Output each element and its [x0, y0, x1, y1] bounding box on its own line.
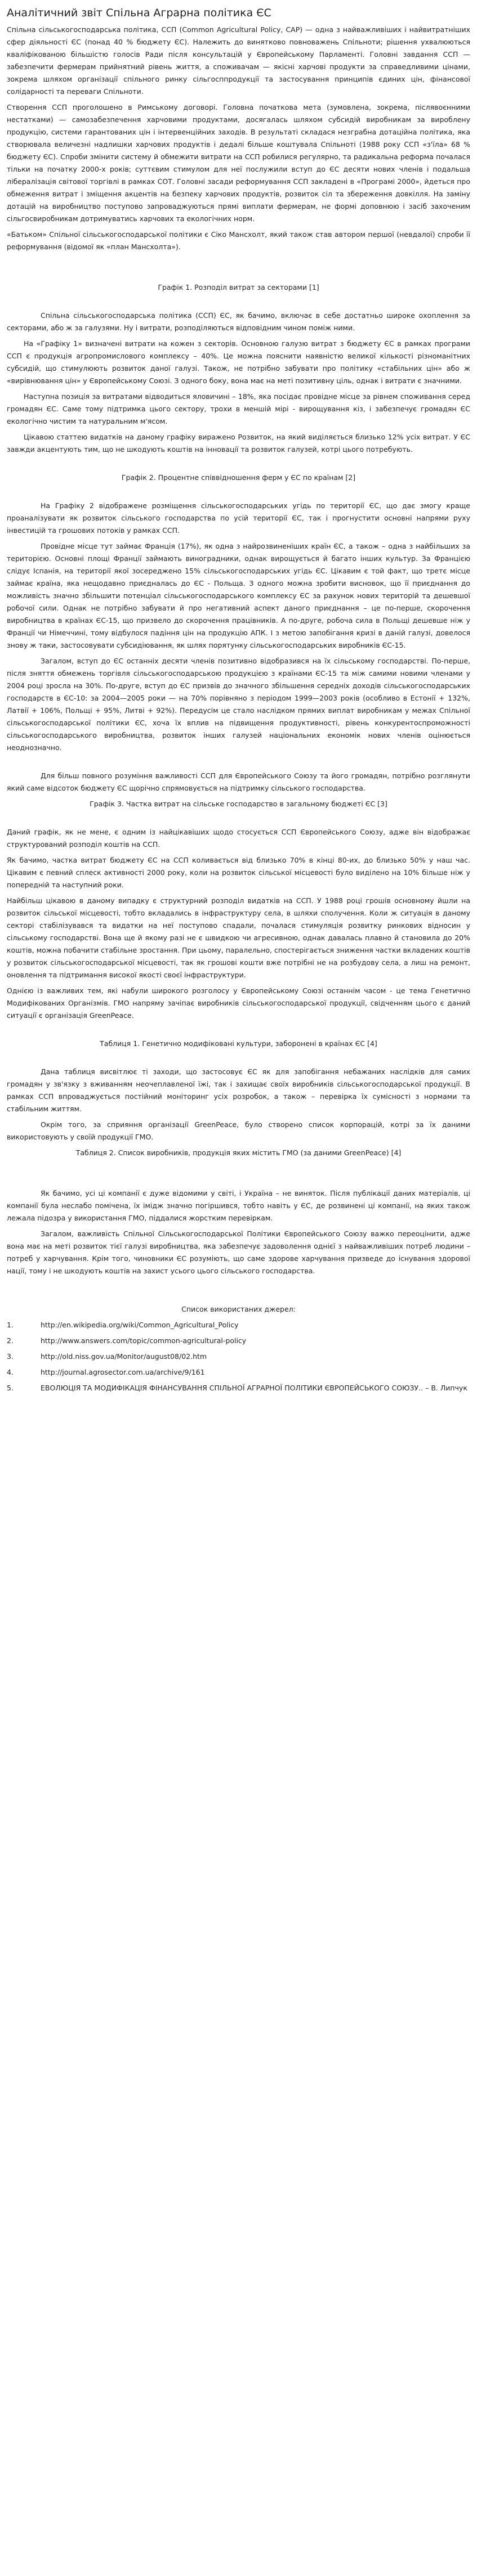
caption-table-1: Таблиця 1. Генетично модифіковані культури, заборонені в країнах ЄС [4]	[100, 1039, 377, 1048]
source-text: ЕВОЛЮЦІЯ ТА МОДИФІКАЦІЯ ФІНАНСУВАННЯ СПІЛЬНОЇ АГРАРНОЇ ПОЛІТИКИ ЄВРОПЕЙСЬКОГО СОЮЗУ.. – В. Липчук	[41, 1384, 467, 1392]
paragraph-chart3-structure: Найбільш цікавою в даному випадку є структурний розподіл видатків на ССП. У 1988 році грошів основному йшли на розвиток сільської місцевості, тобто вкладались в інфраструктуру села, в шляхи сполучення. Коли ж ситуація в даному секторі стабілізувався та видатки на неї поступово спадали, почалася стимуляція розвитку ринкових відносин у сільському господарстві. Вона ще й якому разі не є швидкою чи агресивною, однак давалась плавно й становила до 20% коштів, можна побачити стабільне зростання. При цьому, паралельно, спостерігається зниження частки вкладених коштів у розвиток сільськогосподарської місцевості, так як грошові кошти вже потрібні не на розбудову села, а лиш на ремонт, оновлення та підтримання високої якості своєї інфраструктури.	[7, 896, 470, 979]
paragraph-companies: Як бачимо, усі ці компанії є дуже відомими у світі, і Україна – не виняток. Після публікації даних матеріалів, ці компанії була неслабо помічена, їх імідж значно погіршився, тобто навіть у ЄС, де розвинені ці компанії, на яких також лежала підозра у використання ГМО, піддалися жорстким перевіркам.	[7, 1189, 470, 1222]
caption-table-2: Таблиця 2. Список виробників, продукція яких містить ГМО (за даними GreenPeace) [4]	[75, 1148, 402, 1157]
paragraph-chart1-intro: Спільна сільськогосподарська політика (ССП) ЄС, як бачимо, включає в себе достатньо широке охоплення за секторами, або ж за галузями. Ну і витрати, розподіляються відповідним чином поміж ними.	[7, 311, 470, 332]
caption-chart-1: Графік 1. Розподіл витрат за секторами [1]	[158, 283, 319, 291]
source-number: 2.	[7, 1336, 14, 1345]
source-number: 5.	[7, 1384, 14, 1392]
table-placeholder-1	[7, 1025, 470, 1038]
paragraph-history: Створення ССП проголошено в Римському договорі. Головна початкова мета (зумовлена, зокрема, післявоєнними нестатками) — самозабезпечення харчовими продуктами, досягалась шляхом субсидій виробникам за вироблену продукцію, системи гарантованих цін і інтервенційних заходів. В результаті складася незграбна дотаційна політика, яка створювала величезні надлишки харчових продуктів і дедалі більше коштувала Спільноті (1988 року ССП «з'їла» 68 % бюджету ЄС). Спроби змінити систему й обмежити витрати на ССП робилися регулярно, та радикальна реформа почалася тільки на початку 2000-х років; суттєвим стимулом для неї послужили вступ до ЄС десяти нових членів і подальша лібералізація світової торгівлі в рамках СОТ. Головні засади реформування ССП закладені в «Програмі 2000», йдеться про обмеження витрат і зміщення акцентів на безпеку харчових продуктів, розвиток сіл та збереження довкілля. На заміну дотацій на виробництво поступово запроваджуються прямі виплати фермерам, не формі доповнюю і засіб захоченим сільгосвиробникам дотримуватись харчових та екологічних норм.	[7, 103, 470, 223]
figure-placeholder-1	[7, 257, 470, 281]
figure-space-3	[7, 814, 470, 826]
source-link[interactable]: http://old.niss.gov.ua/Monitor/august08/02.htm	[41, 1352, 207, 1361]
table-space-1	[7, 1053, 470, 1066]
paragraph-greenpeace: Окрім того, за сприяння організації GreenPeace, було створено список корпорацій, котрі за їх даними використовують у своїй продукції ГМО.	[7, 1120, 470, 1141]
figure-placeholder-2	[7, 459, 470, 472]
paragraph-chart2-intro: На Графіку 2 відображене розміщення сільськогосподарських угідь по території ЄС, що дає змогу краще проаналізувати як розвиток сільського господарства по усій території ЄС, так і прогнустити основні напрями руху інвестицій та грошових потоків у рамках ССП.	[7, 501, 470, 535]
paragraph-chart2-france: Провідне місце тут займає Франція (17%), як одна з найрозвиненіших країн ЄС, а також – одна з найбільших за територією. Основні площі Франції займають виноградники, однак вирощується й багато інших культур. За Францією слідує Іспанія, на території якої зосереджено 15% сільськогосподарських угідь ЄС. Цікавим є той факт, що третє місце займає країна, яка нещодавно приєдналась до ЄС - Польща. З одного можна зробити висновок, що її приєднання до можливість значно збільшити потенціал сільськогосподарського комплексу ЄС за рахунок нових територій та дешевшої робочої сили. Однак не потрібно забувати й про негативний аспект даного приєднання – це по-перше, скорочення виробництва в країнах ЄС-15, що призвело до скорочення працівників. А по-друге, робоча сила в Польщі дешевше ніж у Франції чи Німеччині, тому відбулося падіння цін на продукцію АПК. І з метою запобігання кризі в даній галузі, довелося знову ж таки, застосовувати субсидіювання, як шлях порятунку сільськогосподарських виробників ЄС-15.	[7, 542, 470, 649]
paragraph-mansholt: «Батьком» Спільної сільськогосподарської політики є Сіко Мансхолт, який також став автором першої (невдалої) спроби її реформування (відомої як «план Мансхолта»).	[7, 230, 470, 251]
paragraph-chart3-intro: Даний графік, як не мене, є одним із найцікавіших щодо стосується ССП Європейського Союзу, адже він відображає структурований розподіл коштів на ССП.	[7, 828, 470, 849]
paragraph-table1-desc: Дана таблиця висвітлює ті заходи, що застосовує ЄС як для запобігання небажаних наслідків для самих громадян у зв'язку з вживанням неочеплавленої їжі, так і захищає своїх виробників сільськогосподарської продукції. В рамках ССП впроваджується постійний моніторинг усіх розробок, а також – перевірка їх сумісності з нормами та стабільним життям.	[7, 1067, 470, 1113]
source-item	[7, 1350, 470, 1363]
figure-placeholder-3	[7, 757, 470, 770]
caption-chart-3: Графік 3. Частка витрат на сільське господарство в загальному бюджеті ЄС [3]	[90, 800, 387, 808]
source-item	[7, 1319, 470, 1331]
paragraph-chart1-beef: Наступна позиція за витратами відводиться яловичині – 18%, яка посідає провідне місце за рівнем споживання серед громадян ЄС. Саме тому підтримка цього сектору, трохи в меншій мірі - вирощування кіз, і забезпечує громадян ЄС екологічно чистим та натуральним м'ясом.	[7, 392, 470, 425]
source-link[interactable]: http://en.wikipedia.org/wiki/Common_Agricultural_Policy	[41, 1321, 239, 1329]
source-item	[7, 1382, 470, 1394]
source-number: 1.	[7, 1321, 14, 1329]
sources-gap	[7, 1281, 470, 1293]
source-number: 4.	[7, 1368, 14, 1376]
figure-space-2	[7, 487, 470, 500]
source-link[interactable]: http://journal.agrosector.com.ua/archive/9/161	[41, 1368, 205, 1376]
table-placeholder-2	[7, 1163, 470, 1187]
source-item	[7, 1366, 470, 1379]
sources-title: Список використаних джерел:	[181, 1305, 296, 1313]
paragraph-budget-intro: Для більш повного розуміння важливості ССП для Європейського Союзу та його громадян, потрібно розглянути який саме відсоток бюджету ЄС щорічно спрямовується на підтримку сільського господарства.	[7, 771, 470, 792]
paragraph-chart2-new-members: Загалом, вступ до ЄС останніх десяти членів позитивно відобразився на їх сільському господарстві. По-перше, після зняття обмежень торгівля сільськогосподарською продукцією з країнами ЄС-15 та між самими новими членами у 2004 році зросла на 30%. По-друге, вступ до ЄС призвів до значного збільшення середніх доходів сільськогосподарських господарств в ЄС-10: за 2004—2005 роки — на 70% порівняно з періодом 1999—2003 років (особливо в Естонії + 132%, Латвії + 106%, Польщі + 95%, Литві + 92%). Передусім це стало наслідком прямих виплат виробникам у межах Спільної сільськогосподарської політики ЄС, хоча їх вплив на підвищення продуктивності, рівень конкурентоспроможності сільськогосподарського виробництва, розвиток інших галузей національних економік нових членів оцінюється неоднозначно.	[7, 657, 470, 752]
source-item	[7, 1335, 470, 1347]
paragraph-conclusion: Загалом, важливість Спільної Сільськогосподарської Політики Європейського Союзу важко переоцінити, адже вона має на меті розвиток тієї галузі виробництва, яка забезпечує задоволення однієї з найважливіших потреб людини – потреб у харчування. Крім того, чиновники ЄС розуміють, що саме здорове харчування призведе до існування здорової нації, тому і не шкодують коштів на захист усього цього сільського господарства.	[7, 1229, 470, 1275]
figure-space-1	[7, 297, 470, 309]
paragraph-chart1-agro: На «Графіку 1» визначені витрати на кожен з секторів. Основною галузю витрат з бюджету ЄС в рамках програми ССП є продукція агропромислового комплексу – 40%. Це можна пояснити наявністю великої кількості різноманітних субсидій, що стимулюють розвиток даної галузі. Також, не потрібно забувати про політику «стабільних цін» або ж «вирівнювання цін» у Європейському Союзі. З одного боку, вона має на меті позитивну ціль, однак і витрати є значними.	[7, 339, 470, 385]
paragraph-intro: Спільна сільськогосподарська політика, ССП (Common Agricultural Policy, CAP) — одна з найважливіших і найвитратніших сфер діяльності ЄС (понад 40 % бюджету ЄС). Належить до винятково повноважень Спільноти; рішення ухвалюються кваліфікованою більшістю голосів Ради після консультацій у Європейському Парламенті. Головні завдання ССП — забезпечити фермерам прийнятний рівень життя, а споживачам — якісні харчові продукти за справедливими цінами, зокрема шляхом організації спільного ринку сільгосппродукції та застосування принципів єдиних цін, фінансової солідарності та переваги Спільноти.	[7, 25, 470, 96]
caption-chart-2: Графік 2. Процентне співвідношення ферм у ЄС по країнам [2]	[121, 473, 356, 482]
document-title: Аналітичний звіт Спільна Аграрна політика ЄС	[7, 7, 271, 19]
sources-list	[7, 1319, 470, 1394]
paragraph-chart1-development: Цікавою статтею видатків на даному графіку виражено Розвиток, на який виділяється близько 12% усіх витрат. У ЄС завжди акцентують тим, що не шкодують коштів на інновації та розвиток галузей, котрі цього потребують.	[7, 433, 470, 454]
source-number: 3.	[7, 1352, 14, 1361]
source-link[interactable]: http://www.answers.com/topic/common-agricultural-policy	[41, 1336, 247, 1345]
paragraph-chart3-share: Як бачимо, частка витрат бюджету ЄС на ССП коливається від близько 70% в кінці 80-их, до близько 50% у наш час. Цікавим є певний сплеск активності 2000 року, коли на розвиток сільської місцевості було виділено на 10% більше ніж у попередній та наступний роки.	[7, 856, 470, 889]
paragraph-gmo-intro: Однією із важливих тем, які набули широкого розголосу у Європейському Союзі останнім часом - це тема Генетично Модифікованих Організмів. ГМО напряму зачіпає виробників сільськогосподарської продукції, свідченням цього є даний ситуації є організація GreenPeace.	[7, 986, 470, 1020]
